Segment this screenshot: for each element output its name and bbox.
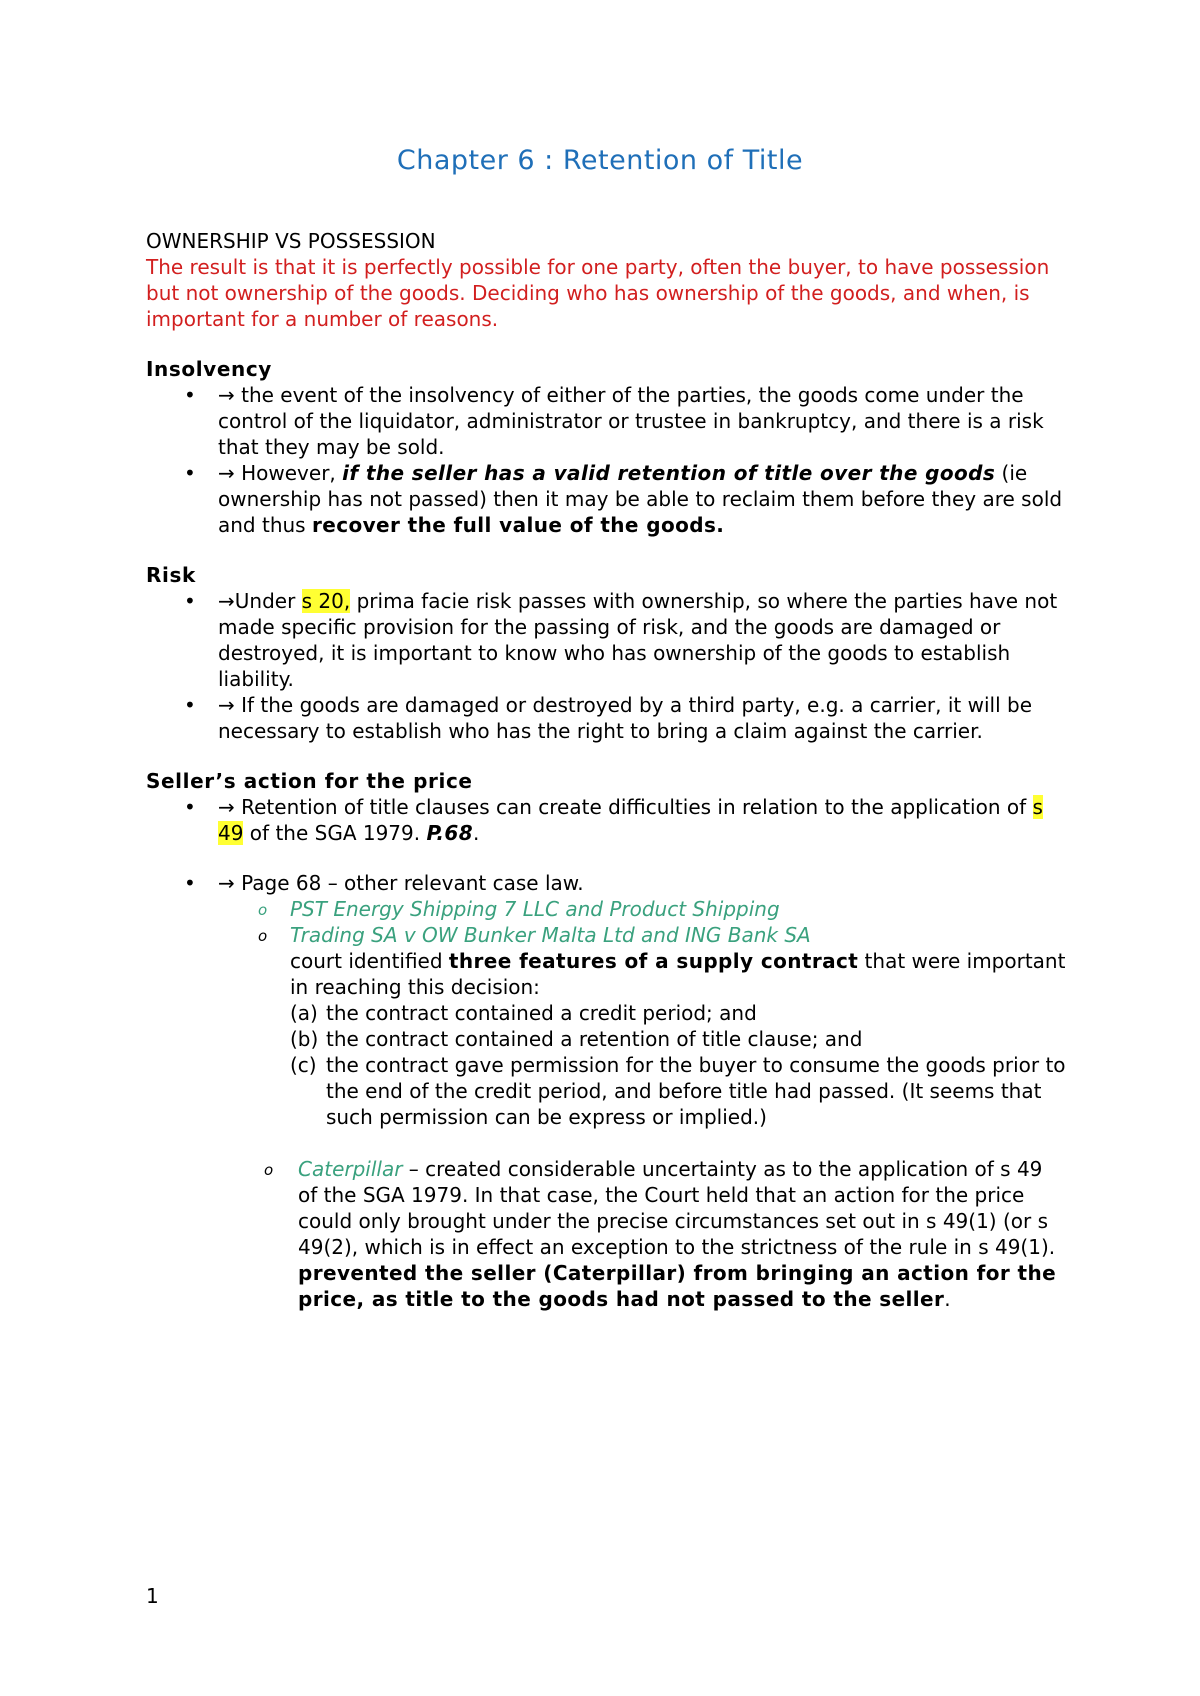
feature-c: (c) the contract gave permission for the buyer to consume the goods prior to the end of the credit period, and before title had passed. (It seems that such permission can be express or implied.) — [290, 1053, 1066, 1129]
ownership-text: The result is that it is perfectly possible for one party, often the buyer, to have possession but not ownership of the goods. Deciding who has ownership of the goods, and when, is important for a number of reasons. — [146, 255, 1050, 331]
document-body — [146, 228, 1066, 1312]
list-item: • → Retention of title clauses can create difficulties in relation to the application of s 49 of the SGA 1979. P.68. — [146, 794, 1066, 846]
list-item: • → However, if the seller has a valid retention of title over the goods (ie ownership has not passed) then it may be able to reclaim them before they are sold and thus recover the full value of the goods. — [146, 460, 1066, 538]
caterpillar-item: o Caterpillar – created considerable uncertainty as to the application of s 49 of the SGA 1979. In that case, the Court held that an action for the price could only brought under the precise circumstances set out in s 49(1) (or s 49(2), which is in effect an exception to the strictness of the rule in s 49(1). prevented the seller (Caterpillar) from bringing an action for the price, as title to the goods had not passed to the seller. — [264, 1157, 1057, 1311]
insolvency-heading: Insolvency — [146, 357, 272, 381]
risk-heading: Risk — [146, 563, 196, 587]
seller-heading: Seller’s action for the price — [146, 769, 473, 793]
seller-list — [146, 794, 1066, 846]
highlight-s49: s 49 — [218, 795, 1043, 845]
list-item: • → If the goods are damaged or destroyed by a third party, e.g. a carrier, it will be necessary to establish who has the right to bring a claim against the carrier. — [146, 692, 1066, 744]
ownership-heading: OWNERSHIP VS POSSESSION — [146, 229, 436, 253]
highlight-s20: s 20, — [301, 589, 351, 613]
list-item: • →Under s 20, prima facie risk passes with ownership, so where the parties have not made specific provision for the passing of risk, and the goods are damaged or destroyed, it is important to know who has ownership of the goods to establish liability. — [146, 588, 1066, 692]
case-item: o PST Energy Shipping 7 LLC and Product Shipping — [218, 896, 1066, 922]
court-text: court identified three features of a supply contract that were important in reaching this decision: — [290, 949, 1066, 999]
risk-list — [146, 588, 1066, 744]
case-law-list — [146, 870, 1066, 1130]
case-item: o Trading SA v OW Bunker Malta Ltd and ING Bank SA court identified three features of a supply contract that were important in reaching this decision: (a) the contract contained a credit period; and (b) the contract contained a retention of title clause; and (c) the contract gave permission for the buyer to consume the goods prior to the end of the credit period, and before title had passed. (It seems that such permission can be express or implied.) — [218, 922, 1066, 1130]
feature-a: (a) the contract contained a credit period; and — [290, 1001, 757, 1025]
feature-b: (b) the contract contained a retention of title clause; and — [290, 1027, 863, 1051]
page-number: 1 — [146, 1584, 159, 1608]
sub-bullet-icon: o — [264, 1161, 274, 1179]
case-sublist — [218, 896, 1066, 1130]
insolvency-list — [146, 382, 1066, 538]
list-item: • → Page 68 – other relevant case law. o PST Energy Shipping 7 LLC and Product Shipping o Trading SA v OW Bunker Malta Ltd and ING Bank SA court identified three features of a supply contract that were important in reaching this decision: (a) the contract contained a credit period; and (b) the contract contained a retention of title clause; and (c) the contract gave permission for the buyer to consume the goods prior to the end of the credit period, and before title had passed. (It seems that such permission can be express or implied.) — [146, 870, 1066, 1130]
chapter-title: Chapter 6 : Retention of Title — [396, 145, 804, 176]
list-item: • → the event of the insolvency of either of the parties, the goods come under the control of the liquidator, administrator or trustee in bankruptcy, and there is a risk that they may be sold. — [146, 382, 1066, 460]
